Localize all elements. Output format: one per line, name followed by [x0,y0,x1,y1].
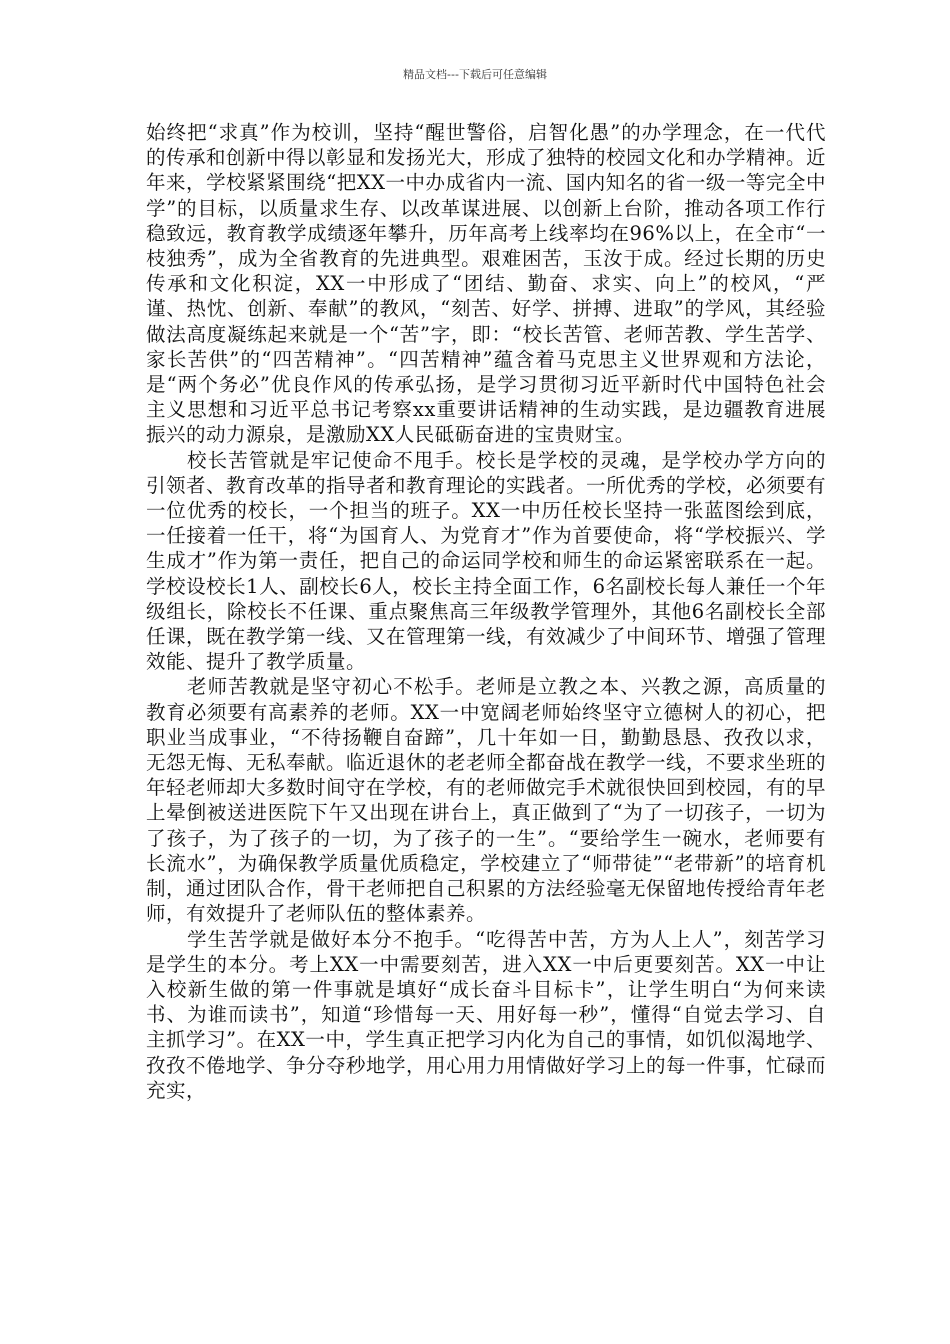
paragraph-teacher: 老师苦教就是坚守初心不松手。老师是立教之本、兴教之源，高质量的教育必须要有高素养的老师。XX一中宽阔老师始终坚守立德树人的初心，把职业当成事业，“不待扬鞭自奋蹄”，几十年如一日，勤勤恳恳、孜孜以求，无怨无悔、无私奉献。临近退休的老老师全都奋战在教学一线，不要求坐班的年轻老师却大多数时间守在学校，有的老师做完手术就很快回到校园，有的早上晕倒被送进医院下午又出现在讲台上，真正做到了“为了一切孩子，一切为了孩子，为了孩子的一切，为了孩子的一生”。“要给学生一碗水，老师要有长流水”，为确保教学质量优质稳定，学校建立了“师带徒”“老带新”的培育机制，通过团队合作，骨干老师把自己积累的方法经验毫无保留地传授给青年老师，有效提升了老师队伍的整体素养。 [146,675,827,926]
document-body [146,120,826,1103]
paragraph-intro: 始终把“求真”作为校训，坚持“醒世警俗，启智化愚”的办学理念，在一代代的传承和创新中得以彰显和发扬光大，形成了独特的校园文化和办学精神。近年来，学校紧紧围绕“把XX一中办成省内一流、国内知名的省一级一等完全中学”的目标，以质量求生存、以改革谋进展、以创新上台阶，推动各项工作行稳致远，教育教学成绩逐年攀升，历年高考上线率均在96%以上，在全市“一枝独秀”，成为全省教育的先进典型。艰难困苦，玉汝于成。经过长期的历史传承和文化积淀，XX一中形成了“团结、勤奋、求实、向上”的校风，“严谨、热忱、创新、奉献”的教风，“刻苦、好学、拼搏、进取”的学风，其经验做法高度凝练起来就是一个“苦”字，即：“校长苦管、老师苦教、学生苦学、家长苦供”的“四苦精神”。“四苦精神”蕴含着马克思主义世界观和方法论，是“两个务必”优良作风的传承弘扬，是学习贯彻习近平新时代中国特色社会主义思想和习近平总书记考察xx重要讲话精神的生动实践，是边疆教育进展振兴的动力源泉，是激励XX人民砥砺奋进的宝贵财宝。 [146,121,827,447]
paragraph-principal: 校长苦管就是牢记使命不甩手。校长是学校的灵魂，是学校办学方向的引领者、教育改革的指导者和教育理论的实践者。一所优秀的学校，必须要有一位优秀的校长，一个担当的班子。XX一中历任校长坚持一张蓝图绘到底，一任接着一任干，将“为国育人、为党育才”作为首要使命，将“学校振兴、学生成才”作为第一责任，把自己的命运同学校和师生的命运紧密联系在一起。学校设校长1人、副校长6人，校长主持全面工作，6名副校长每人兼任一个年级组长，除校长不任课、重点聚焦高三年级教学管理外，其他6名副校长全部任课，既在教学第一线、又在管理第一线，有效减少了中间环节、增强了管理效能、提升了教学质量。 [146,448,827,674]
page-header: 精品文档---下载后可任意编辑 [403,68,547,81]
paragraph-student: 学生苦学就是做好本分不抱手。“吃得苦中苦，方为人上人”，刻苦学习是学生的本分。考上XX一中需要刻苦，进入XX一中后更要刻苦。XX一中让入校新生做的第一件事就是填好“成长奋斗目标卡”，让学生明白“为何来读书、为谁而读书”，知道“珍惜每一天、用好每一秒”，懂得“自觉去学习、自主抓学习”。在XX一中，学生真正把学习内化为自己的事情，如饥似渴地学、孜孜不倦地学、争分夺秒地学，用心用力用情做好学习上的每一件事，忙碌而充实， [146,927,827,1102]
